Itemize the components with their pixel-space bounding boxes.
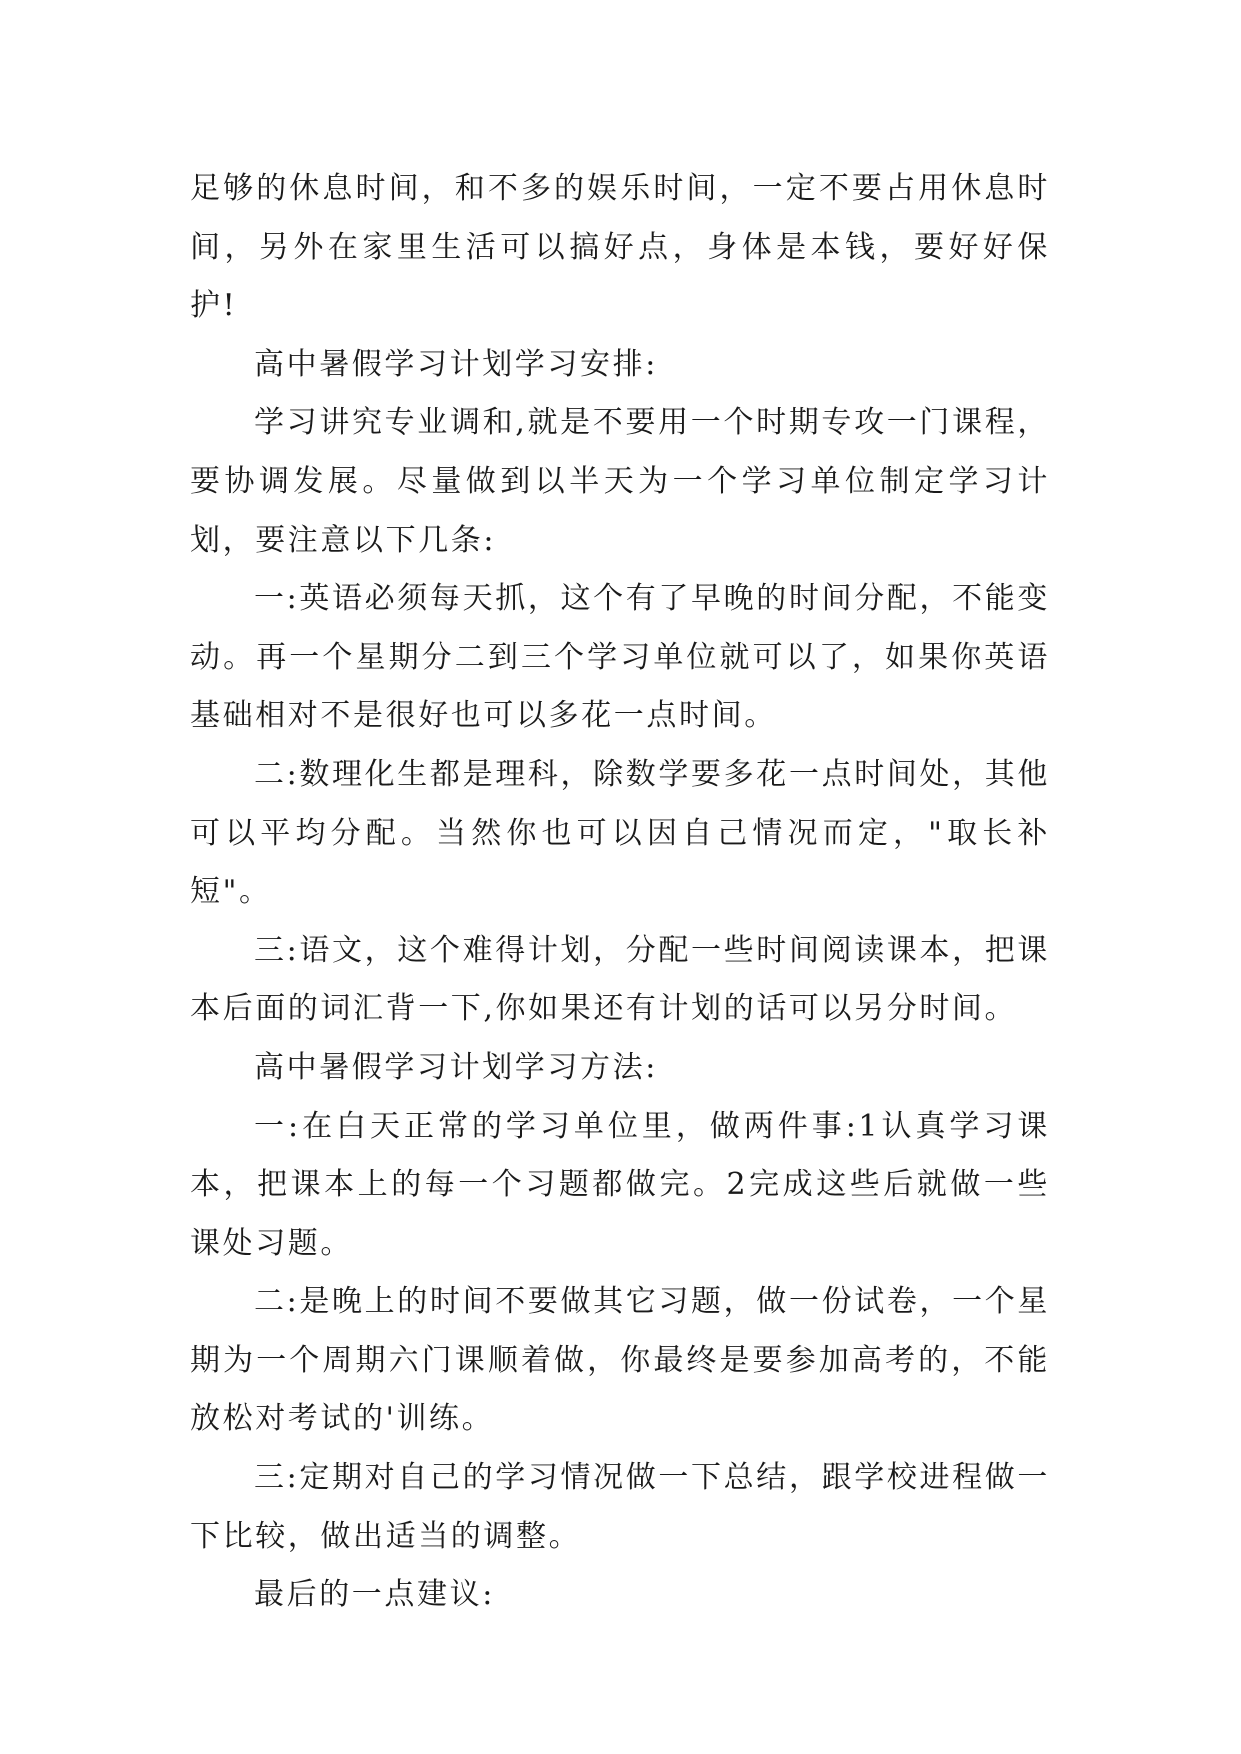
paragraph-study-balance: 学习讲究专业调和,就是不要用一个时期专攻一门课程，要协调发展。尽量做到以半天为一个学习单位制定学习计划，要注意以下几条: [190, 405, 1050, 558]
paragraph-evening-exams: 二:是晚上的时间不要做其它习题，做一份试卷，一个星期为一个周期六门课顺着做，你最终是要参加高考的，不能放松对考试的'训练。 [190, 1284, 1050, 1437]
heading-study-methods: 高中暑假学习计划学习方法: [254, 1049, 658, 1085]
paragraph-rest-time: 足够的休息时间，和不多的娱乐时间，一定不要占用休息时间，另外在家里生活可以搞好点，身体是本钱，要好好保护! [190, 171, 1050, 324]
heading-final-advice: 最后的一点建议: [254, 1577, 495, 1613]
paragraph-periodic-review: 三:定期对自己的学习情况做一下总结，跟学校进程做一下比较，做出适当的调整。 [190, 1460, 1050, 1554]
paragraph-chinese: 三:语文，这个难得计划，分配一些时间阅读课本，把课本后面的词汇背一下,你如果还有计划的话可以另分时间。 [190, 932, 1050, 1027]
paragraph-sciences: 二:数理化生都是理科，除数学要多花一点时间处，其他可以平均分配。当然你也可以因自己情况而定，"取长补短"。 [190, 756, 1050, 910]
document-body [190, 160, 1050, 1625]
paragraph-english: 一:英语必须每天抓，这个有了早晚的时间分配，不能变动。再一个星期分二到三个学习单位就可以了，如果你英语基础相对不是很好也可以多花一点时间。 [190, 581, 1050, 734]
paragraph-daytime-study: 一:在白天正常的学习单位里，做两件事:1认真学习课本，把课本上的每一个习题都做完。2完成这些后就做一些课处习题。 [190, 1108, 1050, 1261]
heading-study-arrangement: 高中暑假学习计划学习安排: [254, 346, 658, 382]
